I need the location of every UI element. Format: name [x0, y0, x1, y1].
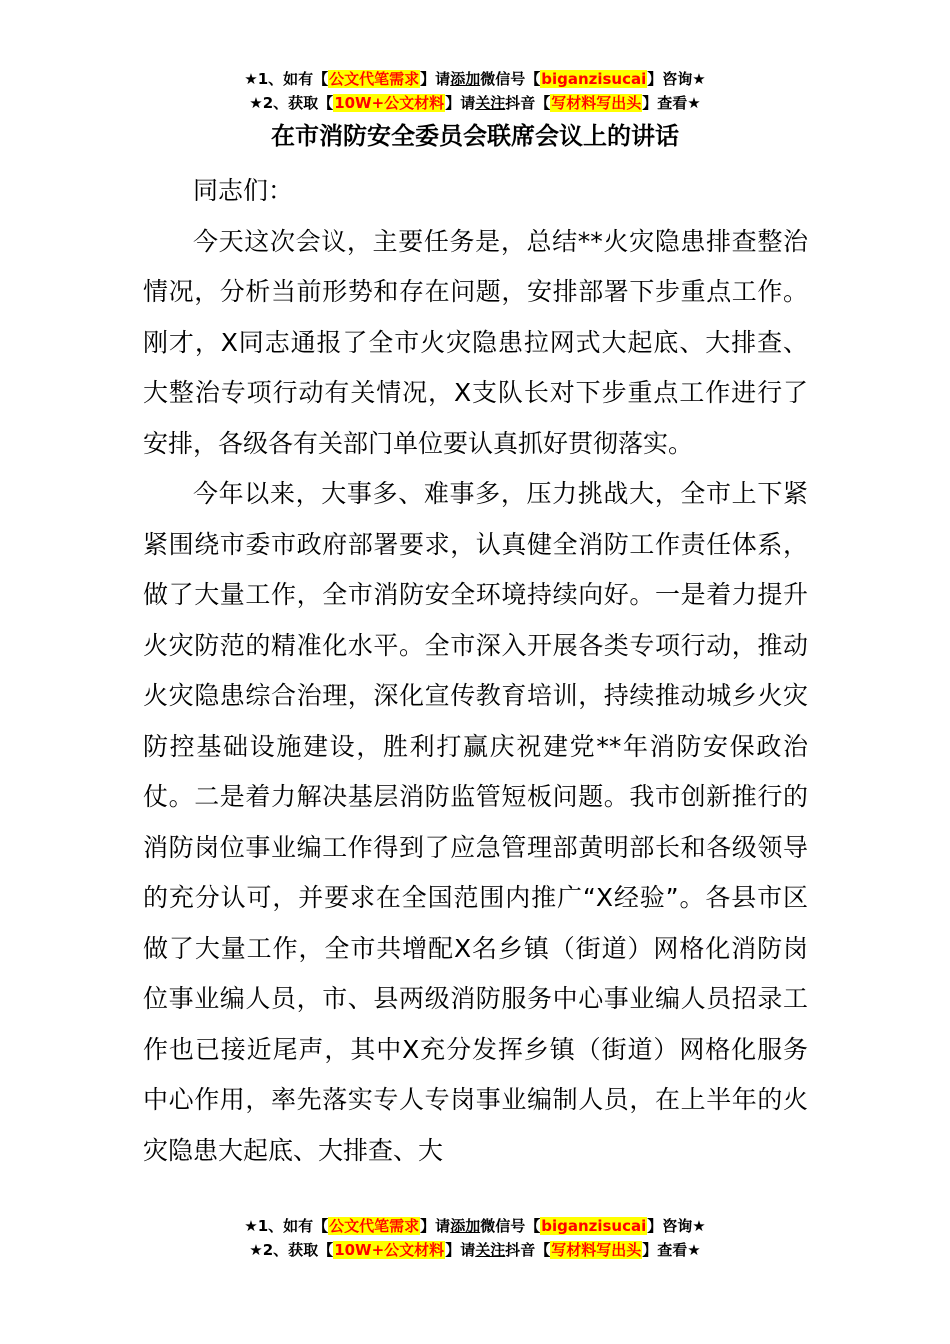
highlight-wechat-id: biganzisucai: [541, 70, 647, 88]
paragraph-2: 今年以来，大事多、难事多，压力挑战大，全市上下紧紧围绕市委市政府部署要求，认真健全消防工作责任体系，做了大量工作，全市消防安全环境持续向好。一是着力提升火灾防范的精准化水平。全市深入开展各类专项行动，推动火灾隐患综合治理，深化宣传教育培训，持续推动城乡火灾防控基础设施建设，胜利打赢庆祝建党**年消防安保政治仗。二是着力解决基层消防监管短板问题。我市创新推行的消防岗位事业编工作得到了应急管理部黄明部长和各级领导的充分认可，并要求在全国范围内推广“X经验”。各县市区做了大量工作，全市共增配X名乡镇（街道）网格化消防岗位事业编人员，市、县两级消防服务中心事业编人员招录工作也已接近尾声，其中X充分发挥乡镇（街道）网格化服务中心作用，率先落实专人专岗事业编制人员，在上半年的火灾隐患大起底、大排查、大: [143, 479, 808, 1165]
highlight-douyin: 写材料写出头: [551, 1241, 642, 1259]
header-banner: [0, 67, 950, 115]
banner-line-1: ★1、如有【公文代笔需求】请添加微信号【biganzisucai】咨询★: [244, 1217, 706, 1235]
banner-line-2: ★2、获取【10W+公文材料】请关注抖音【写材料写出头】查看★: [249, 94, 701, 112]
greeting: 同志们：: [193, 176, 294, 205]
document-body: [143, 166, 808, 1176]
highlight-materials: 10W+公文材料: [334, 94, 445, 112]
highlight-service: 公文代笔需求: [329, 70, 420, 88]
highlight-materials: 10W+公文材料: [334, 1241, 445, 1259]
highlight-douyin: 写材料写出头: [551, 94, 642, 112]
banner-line-2: ★2、获取【10W+公文材料】请关注抖音【写材料写出头】查看★: [249, 1241, 701, 1259]
banner-line-1: ★1、如有【公文代笔需求】请添加微信号【biganzisucai】咨询★: [244, 70, 706, 88]
footer-banner: [0, 1214, 950, 1262]
highlight-wechat-id: biganzisucai: [541, 1217, 647, 1235]
paragraph-1: 今天这次会议，主要任务是，总结**火灾隐患排查整治情况，分析当前形势和存在问题，安排部署下步重点工作。刚才，X同志通报了全市火灾隐患拉网式大起底、大排查、大整治专项行动有关情况，X支队长对下步重点工作进行了安排，各级各有关部门单位要认真抓好贯彻落实。: [143, 226, 808, 458]
document-title: 在市消防安全委员会联席会议上的讲话: [271, 122, 679, 150]
highlight-service: 公文代笔需求: [329, 1217, 420, 1235]
